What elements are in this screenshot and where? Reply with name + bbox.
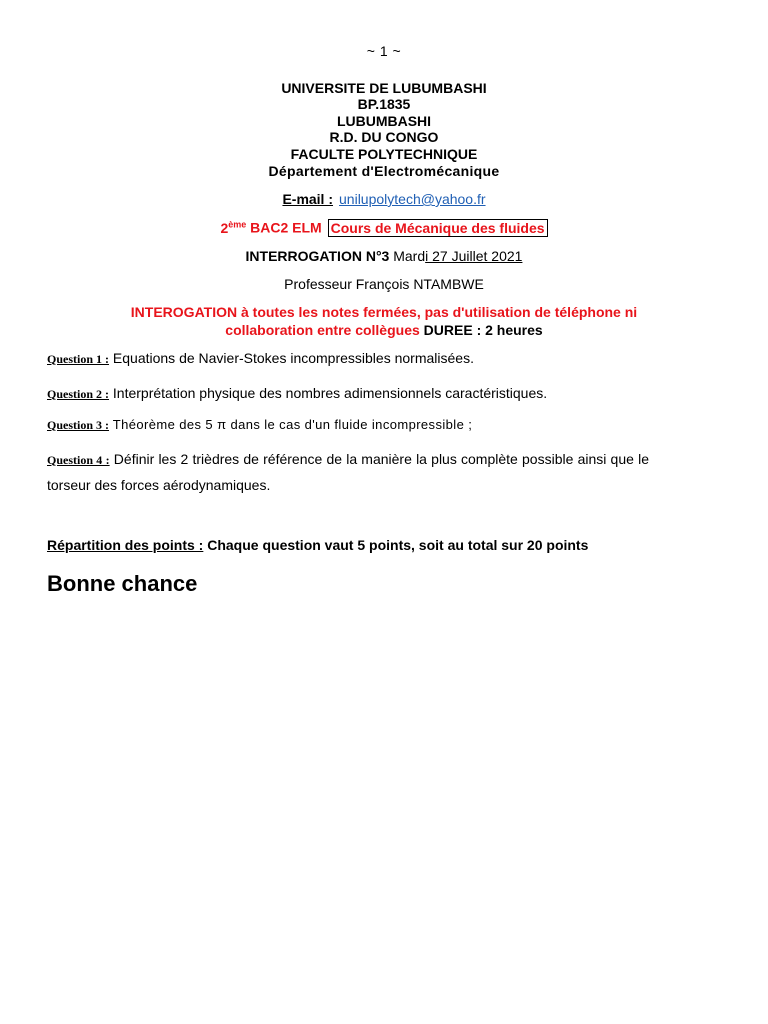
question-text: Définir les 2 trièdres de référence de la manière la plus complète possible ainsi que le torseur des forces aérodynamiques. [47,451,649,493]
department-name: Département d'Electromécanique [268,163,500,179]
professor-name: Professeur François NTAMBWE [284,276,484,292]
page-number: ~ 1 ~ [366,43,402,59]
question-label: Question 4 : [47,453,110,467]
year-number: 2 [220,219,229,236]
points-distribution [47,537,588,553]
exam-rules-line-1: INTEROGATION à toutes les notes fermées, pas d'utilisation de téléphone ni [130,304,638,320]
exam-title: INTERROGATION N°3 [245,248,390,264]
city: LUBUMBASHI [336,113,432,129]
exam-rules-continuation: collaboration entre collègues [225,322,420,338]
question-label: Question 3 : [47,418,110,432]
po-box: BP.1835 [357,96,411,112]
exam-title-row [0,248,768,264]
question-text: Théorème des 5 π dans le cas d'un fluide incompressible ; [109,417,473,432]
country: R.D. DU CONGO [329,129,439,145]
course-title: Cours de Mécanique des fluides [328,219,548,237]
question-text: Equations de Navier-Stokes incompressibles normalisées. [109,350,474,366]
question-label: Question 1 : [47,352,110,366]
exam-day: Mard [389,248,426,264]
course-row [0,219,768,236]
question-2 [47,385,547,402]
exam-date: i 27 Juillet 2021 [425,248,523,264]
question-label: Question 2 : [47,387,110,401]
points-text: Chaque question vaut 5 points, soit au total sur 20 points [203,537,589,553]
email-link[interactable]: unilupolytech@yahoo.fr [339,191,486,207]
exam-rules-line-2 [0,322,768,338]
year-label [220,220,246,236]
year-suffix: ème [228,219,247,229]
exam-duration: DUREE : 2 heures [419,322,543,338]
university-name: UNIVERSITE DE LUBUMBASHI [281,80,487,96]
email-row [0,191,768,207]
question-text: Interprétation physique des nombres adimensionnels caractéristiques. [109,385,548,401]
email-label: E-mail : [282,191,334,207]
class-label: BAC2 ELM [246,219,322,236]
question-1 [47,350,474,367]
faculty-name: FACULTE POLYTECHNIQUE [290,146,478,162]
closing-message: Bonne chance [47,571,198,596]
question-3 [47,416,472,433]
question-4 [47,447,649,498]
points-label: Répartition des points : [47,537,204,553]
